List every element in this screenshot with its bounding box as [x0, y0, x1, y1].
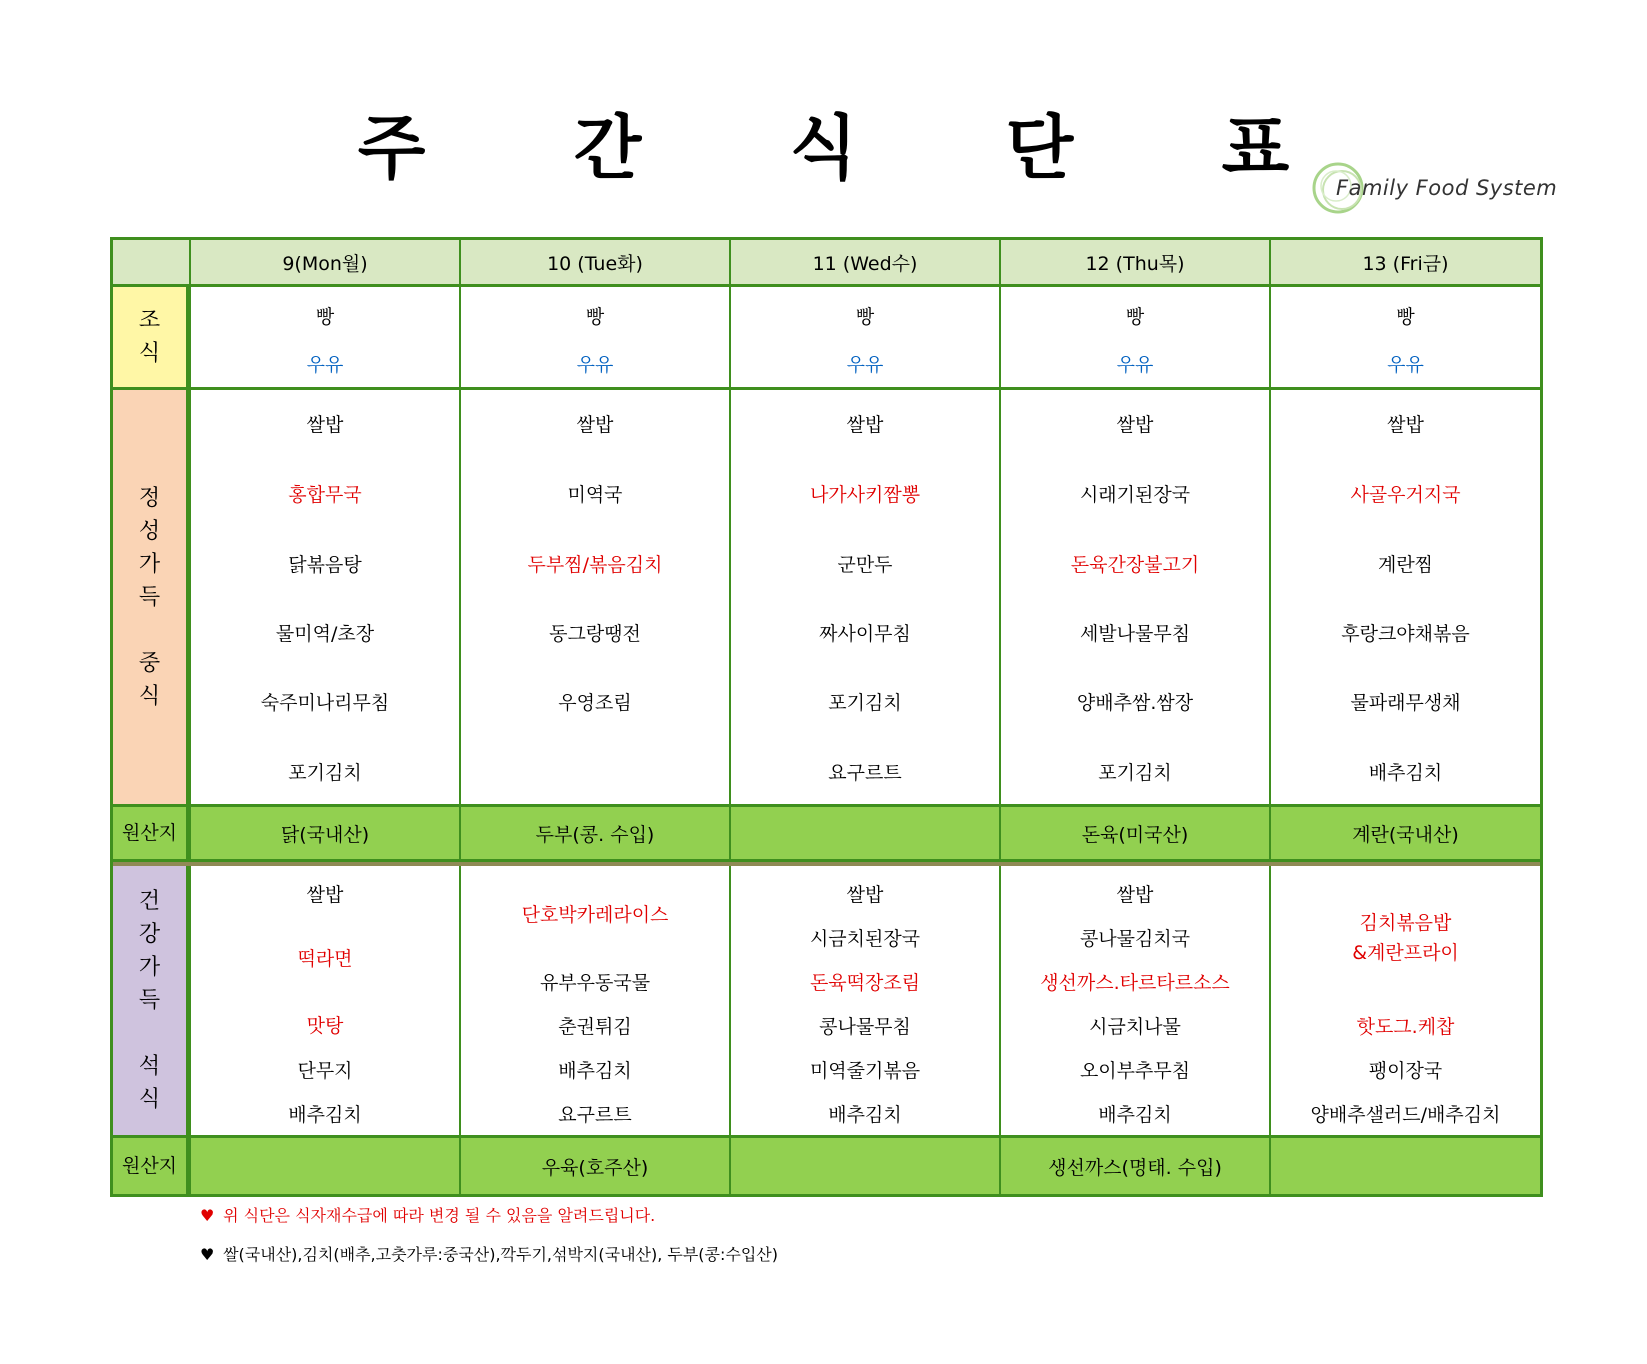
- menu-item: 시금치나물: [1089, 1016, 1181, 1038]
- lunch-cell: [1271, 390, 1540, 807]
- menu-item: 우유: [306, 354, 344, 376]
- origin-cell: 계란(국내산): [1271, 807, 1540, 862]
- menu-item: 우유: [846, 354, 884, 376]
- notice-text: 쌀(국내산),김치(배추,고춧가루:중국산),깍두기,섞박지(국내산), 두부(콩:수입산): [223, 1245, 779, 1264]
- origin-cell: 닭(국내산): [191, 807, 461, 862]
- menu-item: 요구르트: [558, 1104, 632, 1126]
- menu-item: 우유: [576, 354, 614, 376]
- label-char: 식: [138, 1087, 161, 1112]
- dinner-cell: [1271, 866, 1540, 1138]
- menu-item: 사골우거지국: [1350, 484, 1461, 506]
- label-char: 득: [138, 584, 161, 610]
- menu-item: 우유: [1116, 354, 1154, 376]
- menu-item: 나가사키짬뽕: [809, 484, 921, 506]
- lunch-cell: [731, 390, 1001, 807]
- heart-icon: ♥: [200, 1245, 215, 1264]
- menu-item: 우영조림: [558, 692, 632, 714]
- lunch-cell: [1001, 390, 1271, 807]
- dinner-cell: [461, 866, 731, 1138]
- day-header: 13 (Fri금): [1271, 240, 1540, 287]
- breakfast-cell: [191, 287, 461, 390]
- menu-item: 우유: [1387, 354, 1424, 376]
- menu-item: 콩나물김치국: [1079, 928, 1191, 950]
- lunch-label: [113, 390, 191, 807]
- brand-name: Family Food System: [1336, 176, 1558, 200]
- label-char: 가: [138, 551, 161, 577]
- menu-item: 콩나물무침: [819, 1016, 911, 1038]
- menu-item: 배추김치: [1098, 1104, 1172, 1126]
- menu-item: 포기김치: [828, 692, 902, 714]
- menu-item: 김치볶음밥: [1359, 912, 1452, 934]
- notice-text: 위 식단은 식자재수급에 따라 변경 될 수 있음을 알려드립니다.: [223, 1206, 656, 1225]
- label-char: 건: [138, 889, 161, 914]
- menu-item: 오이부추무침: [1079, 1060, 1191, 1082]
- breakfast-cell: [461, 287, 731, 390]
- heart-icon: ♥: [200, 1206, 215, 1225]
- menu-item: 양배추쌈.쌈장: [1076, 692, 1194, 714]
- menu-item: 돈육간장불고기: [1070, 554, 1200, 576]
- menu-item: 세발나물무침: [1079, 623, 1191, 645]
- menu-item: 빵: [1396, 306, 1415, 328]
- label-char: 득: [138, 988, 161, 1013]
- menu-table: [110, 237, 1543, 1197]
- origin-cell: [731, 1138, 1001, 1194]
- dinner-cell: [191, 866, 461, 1138]
- origin-cell: 생선까스(명태. 수입): [1001, 1138, 1271, 1194]
- lunch-cell: [191, 390, 461, 807]
- menu-item: 배추김치: [1368, 762, 1443, 784]
- menu-item: 쌀밥: [1387, 414, 1424, 436]
- menu-item: 쌀밥: [306, 884, 344, 906]
- menu-item: 군만두: [837, 554, 893, 576]
- page-title: 주 간 식 단 표: [357, 107, 1352, 189]
- menu-item: 계란찜: [1377, 554, 1434, 576]
- lunch-cell: [461, 390, 731, 807]
- breakfast-cell: [731, 287, 1001, 390]
- menu-item: 돈육떡장조림: [809, 972, 921, 994]
- notice-change: [200, 1203, 655, 1226]
- label-char: 식: [138, 683, 161, 709]
- menu-item: 쌀밥: [1116, 414, 1154, 436]
- menu-item: 숙주미나리무침: [260, 692, 390, 714]
- origin-label: 원산지: [113, 1138, 191, 1194]
- menu-item: 닭볶음탕: [288, 554, 362, 576]
- origin-cell: [1271, 1138, 1540, 1194]
- dinner-cell: [1001, 866, 1271, 1138]
- menu-item: 유부우동국물: [539, 972, 651, 994]
- day-header: 12 (Thu목): [1001, 240, 1271, 287]
- label-char: 강: [138, 922, 161, 947]
- origin-cell: 돈육(미국산): [1001, 807, 1271, 862]
- menu-item: 춘권튀김: [558, 1016, 632, 1038]
- dinner-cell: [731, 866, 1001, 1138]
- label-char: 정: [138, 485, 161, 511]
- menu-item: 미역국: [567, 484, 623, 506]
- menu-item: 양배추샐러드/배추김치: [1310, 1104, 1501, 1126]
- menu-item: 쌀밥: [1116, 884, 1154, 906]
- menu-item: 떡라면: [297, 948, 353, 970]
- origin-cell: [191, 1138, 461, 1194]
- day-header: 11 (Wed수): [731, 240, 1001, 287]
- menu-item: 시금치된장국: [809, 928, 921, 950]
- menu-item: 동그랑땡전: [549, 623, 641, 645]
- label-char: 조: [138, 308, 161, 333]
- origin-cell: [731, 807, 1001, 862]
- menu-item: 쌀밥: [846, 414, 884, 436]
- menu-item: 쌀밥: [306, 414, 344, 436]
- notice-origin: [200, 1242, 778, 1265]
- origin-cell: 두부(콩. 수입): [461, 807, 731, 862]
- menu-item: 빵: [315, 306, 335, 328]
- menu-item: &계란프라이: [1352, 942, 1459, 964]
- menu-item: 빵: [585, 306, 605, 328]
- label-char: 가: [138, 955, 161, 980]
- menu-item: 배추김치: [288, 1104, 362, 1126]
- menu-item: 배추김치: [828, 1104, 902, 1126]
- breakfast-cell: [1271, 287, 1540, 390]
- menu-item: 단호박카레라이스: [521, 904, 669, 926]
- label-char: 성: [138, 518, 161, 544]
- day-header: 9(Mon월): [191, 240, 461, 287]
- menu-item: 두부찜/볶음김치: [527, 554, 663, 576]
- menu-item: 후랑크야채볶음: [1341, 623, 1470, 645]
- dinner-label: [113, 866, 191, 1138]
- day-header: 10 (Tue화): [461, 240, 731, 287]
- label-char: 석: [138, 1054, 161, 1079]
- menu-item: 홍합무국: [288, 484, 362, 506]
- menu-item: 쌀밥: [576, 414, 614, 436]
- menu-item: 미역줄기볶음: [809, 1060, 921, 1082]
- menu-item: 빵: [855, 306, 875, 328]
- menu-item: 단무지: [297, 1060, 353, 1082]
- origin-label: 원산지: [113, 807, 191, 862]
- menu-item: 쌀밥: [846, 884, 884, 906]
- menu-item: 포기김치: [288, 762, 362, 784]
- breakfast-cell: [1001, 287, 1271, 390]
- breakfast-label: [113, 287, 191, 390]
- menu-item: 핫도그.케찹: [1356, 1016, 1455, 1038]
- origin-cell: 우육(호주산): [461, 1138, 731, 1194]
- menu-item: 팽이장국: [1368, 1060, 1443, 1082]
- menu-item: 요구르트: [828, 762, 902, 784]
- corner-cell: [113, 240, 191, 287]
- menu-item: 빵: [1125, 306, 1145, 328]
- menu-item: 포기김치: [1098, 762, 1172, 784]
- label-char: 식: [138, 341, 161, 366]
- menu-item: 맛탕: [306, 1015, 344, 1037]
- menu-item: 물파래무생채: [1350, 692, 1461, 714]
- brand-logo: [1308, 160, 1558, 220]
- menu-item: 물미역/초장: [275, 623, 375, 645]
- menu-item: 생선까스.타르타르소스: [1040, 972, 1230, 994]
- menu-item: 짜사이무침: [819, 623, 911, 645]
- menu-item: 시래기된장국: [1079, 484, 1191, 506]
- label-char: 중: [138, 650, 161, 676]
- menu-item: 배추김치: [558, 1060, 632, 1082]
